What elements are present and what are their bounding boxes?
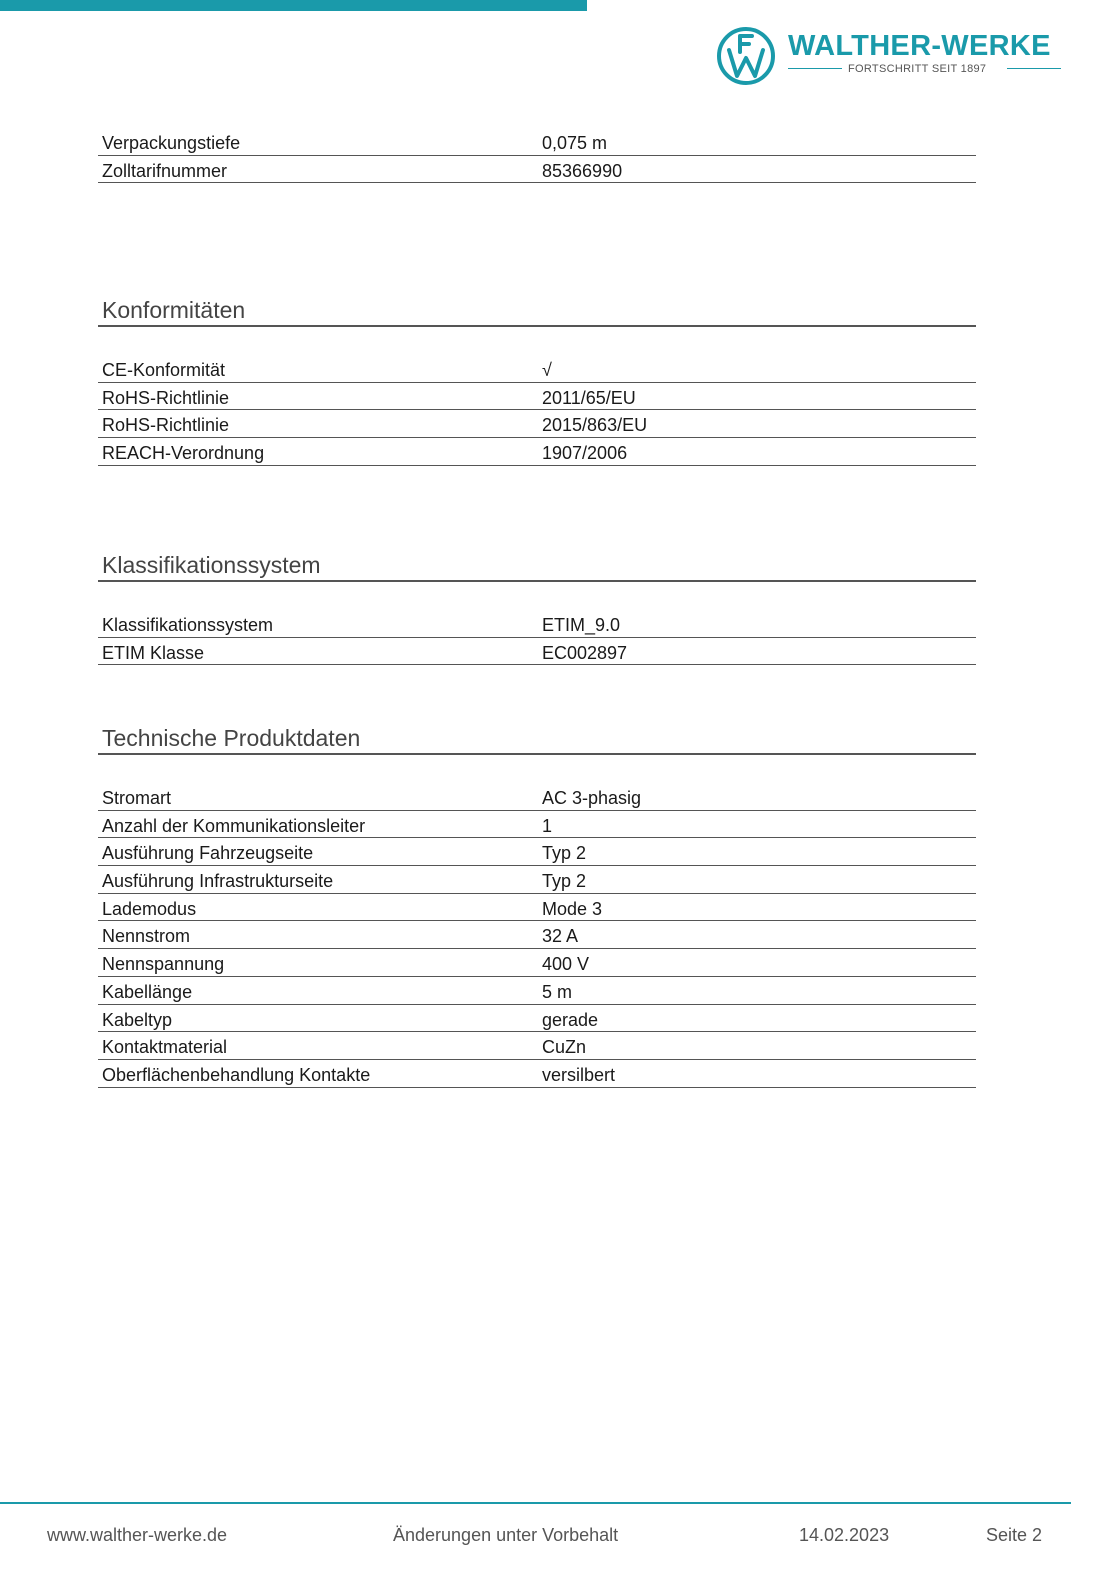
table-row: [98, 410, 976, 438]
footer-disclaimer: Änderungen unter Vorbehalt: [393, 1525, 619, 1545]
table-row: [98, 1032, 976, 1060]
table-row: [98, 355, 976, 383]
section-title-classification: Klassifikationssystem: [98, 550, 976, 582]
row-label: Ausführung Infrastrukturseite: [102, 871, 334, 892]
footer-website-link[interactable]: www.walther-werke.de: [47, 1525, 228, 1545]
row-label: Kontaktmaterial: [102, 1037, 228, 1058]
row-value: 5 m: [542, 981, 573, 1002]
row-label: RoHS-Richtlinie: [102, 415, 230, 436]
footer-page-number: Seite 2: [986, 1525, 1043, 1545]
brand-tagline-row: [788, 61, 1061, 77]
table-row: [98, 838, 976, 866]
row-value: CuZn: [542, 1037, 587, 1058]
table-row: [98, 1060, 976, 1088]
row-label: ETIM Klasse: [102, 642, 205, 663]
brand-name: WALTHER-WERKE: [788, 30, 1051, 62]
row-label: Lademodus: [102, 898, 197, 919]
row-label: Oberflächenbehandlung Kontakte: [102, 1064, 371, 1085]
conformities-table: [98, 355, 976, 466]
row-label: Klassifikationssystem: [102, 615, 274, 635]
footer-date: 14.02.2023: [799, 1525, 890, 1545]
table-row: [98, 1005, 976, 1033]
row-value: ETIM_9.0: [542, 615, 621, 635]
fw-monogram-icon: [716, 26, 778, 86]
brand-logo: [716, 24, 1061, 86]
row-value: 2015/863/EU: [542, 415, 648, 436]
row-label: Nennspannung: [102, 954, 225, 975]
row-value: Typ 2: [542, 871, 587, 892]
table-row: [98, 949, 976, 977]
row-value: 2011/65/EU: [542, 387, 636, 408]
tagline-rule-right: [1007, 68, 1061, 69]
section-title-conformities: Konformitäten: [98, 295, 976, 327]
row-label: REACH-Verordnung: [102, 443, 265, 464]
row-label: Verpackungstiefe: [102, 133, 241, 153]
row-value: 400 V: [542, 954, 590, 975]
tagline-rule-left: [788, 68, 842, 69]
row-value: 0,075 m: [542, 133, 608, 153]
table-row: [98, 638, 976, 666]
row-label: Kabeltyp: [102, 1009, 173, 1030]
row-value: Mode 3: [542, 898, 603, 919]
row-label: Stromart: [102, 788, 172, 808]
row-value: 32 A: [542, 926, 579, 947]
table-row: [98, 921, 976, 949]
row-label: CE-Konformität: [102, 360, 226, 380]
row-label: RoHS-Richtlinie: [102, 387, 230, 408]
table-row: [98, 610, 976, 638]
table-row: [98, 383, 976, 411]
table-row: [98, 128, 976, 156]
table-row: [98, 156, 976, 184]
table-row: [98, 811, 976, 839]
row-value: 1907/2006: [542, 443, 628, 464]
row-label: Zolltarifnummer: [102, 160, 228, 181]
section-title-technical: Technische Produktdaten: [98, 723, 976, 755]
row-label: Kabellänge: [102, 981, 193, 1002]
row-value: 85366990: [542, 160, 623, 181]
footer-divider: [0, 1502, 1071, 1504]
row-value: gerade: [542, 1009, 599, 1030]
table-row: [98, 438, 976, 466]
table-row: [98, 894, 976, 922]
table-row: [98, 977, 976, 1005]
row-label: Ausführung Fahrzeugseite: [102, 843, 314, 864]
row-value: versilbert: [542, 1064, 616, 1085]
top-accent-bar: [0, 0, 587, 11]
packaging-table: [98, 128, 976, 183]
row-value: AC 3-phasig: [542, 788, 642, 808]
technical-table: [98, 783, 976, 1088]
row-label: Anzahl der Kommunikationsleiter: [102, 815, 366, 836]
table-row: [98, 783, 976, 811]
table-row: [98, 866, 976, 894]
row-value: EC002897: [542, 642, 628, 663]
row-value: Typ 2: [542, 843, 587, 864]
row-value: √: [542, 360, 552, 380]
row-value: 1: [542, 815, 553, 836]
brand-tagline: FORTSCHRITT SEIT 1897: [848, 63, 987, 75]
row-label: Nennstrom: [102, 926, 191, 947]
classification-table: [98, 610, 976, 665]
